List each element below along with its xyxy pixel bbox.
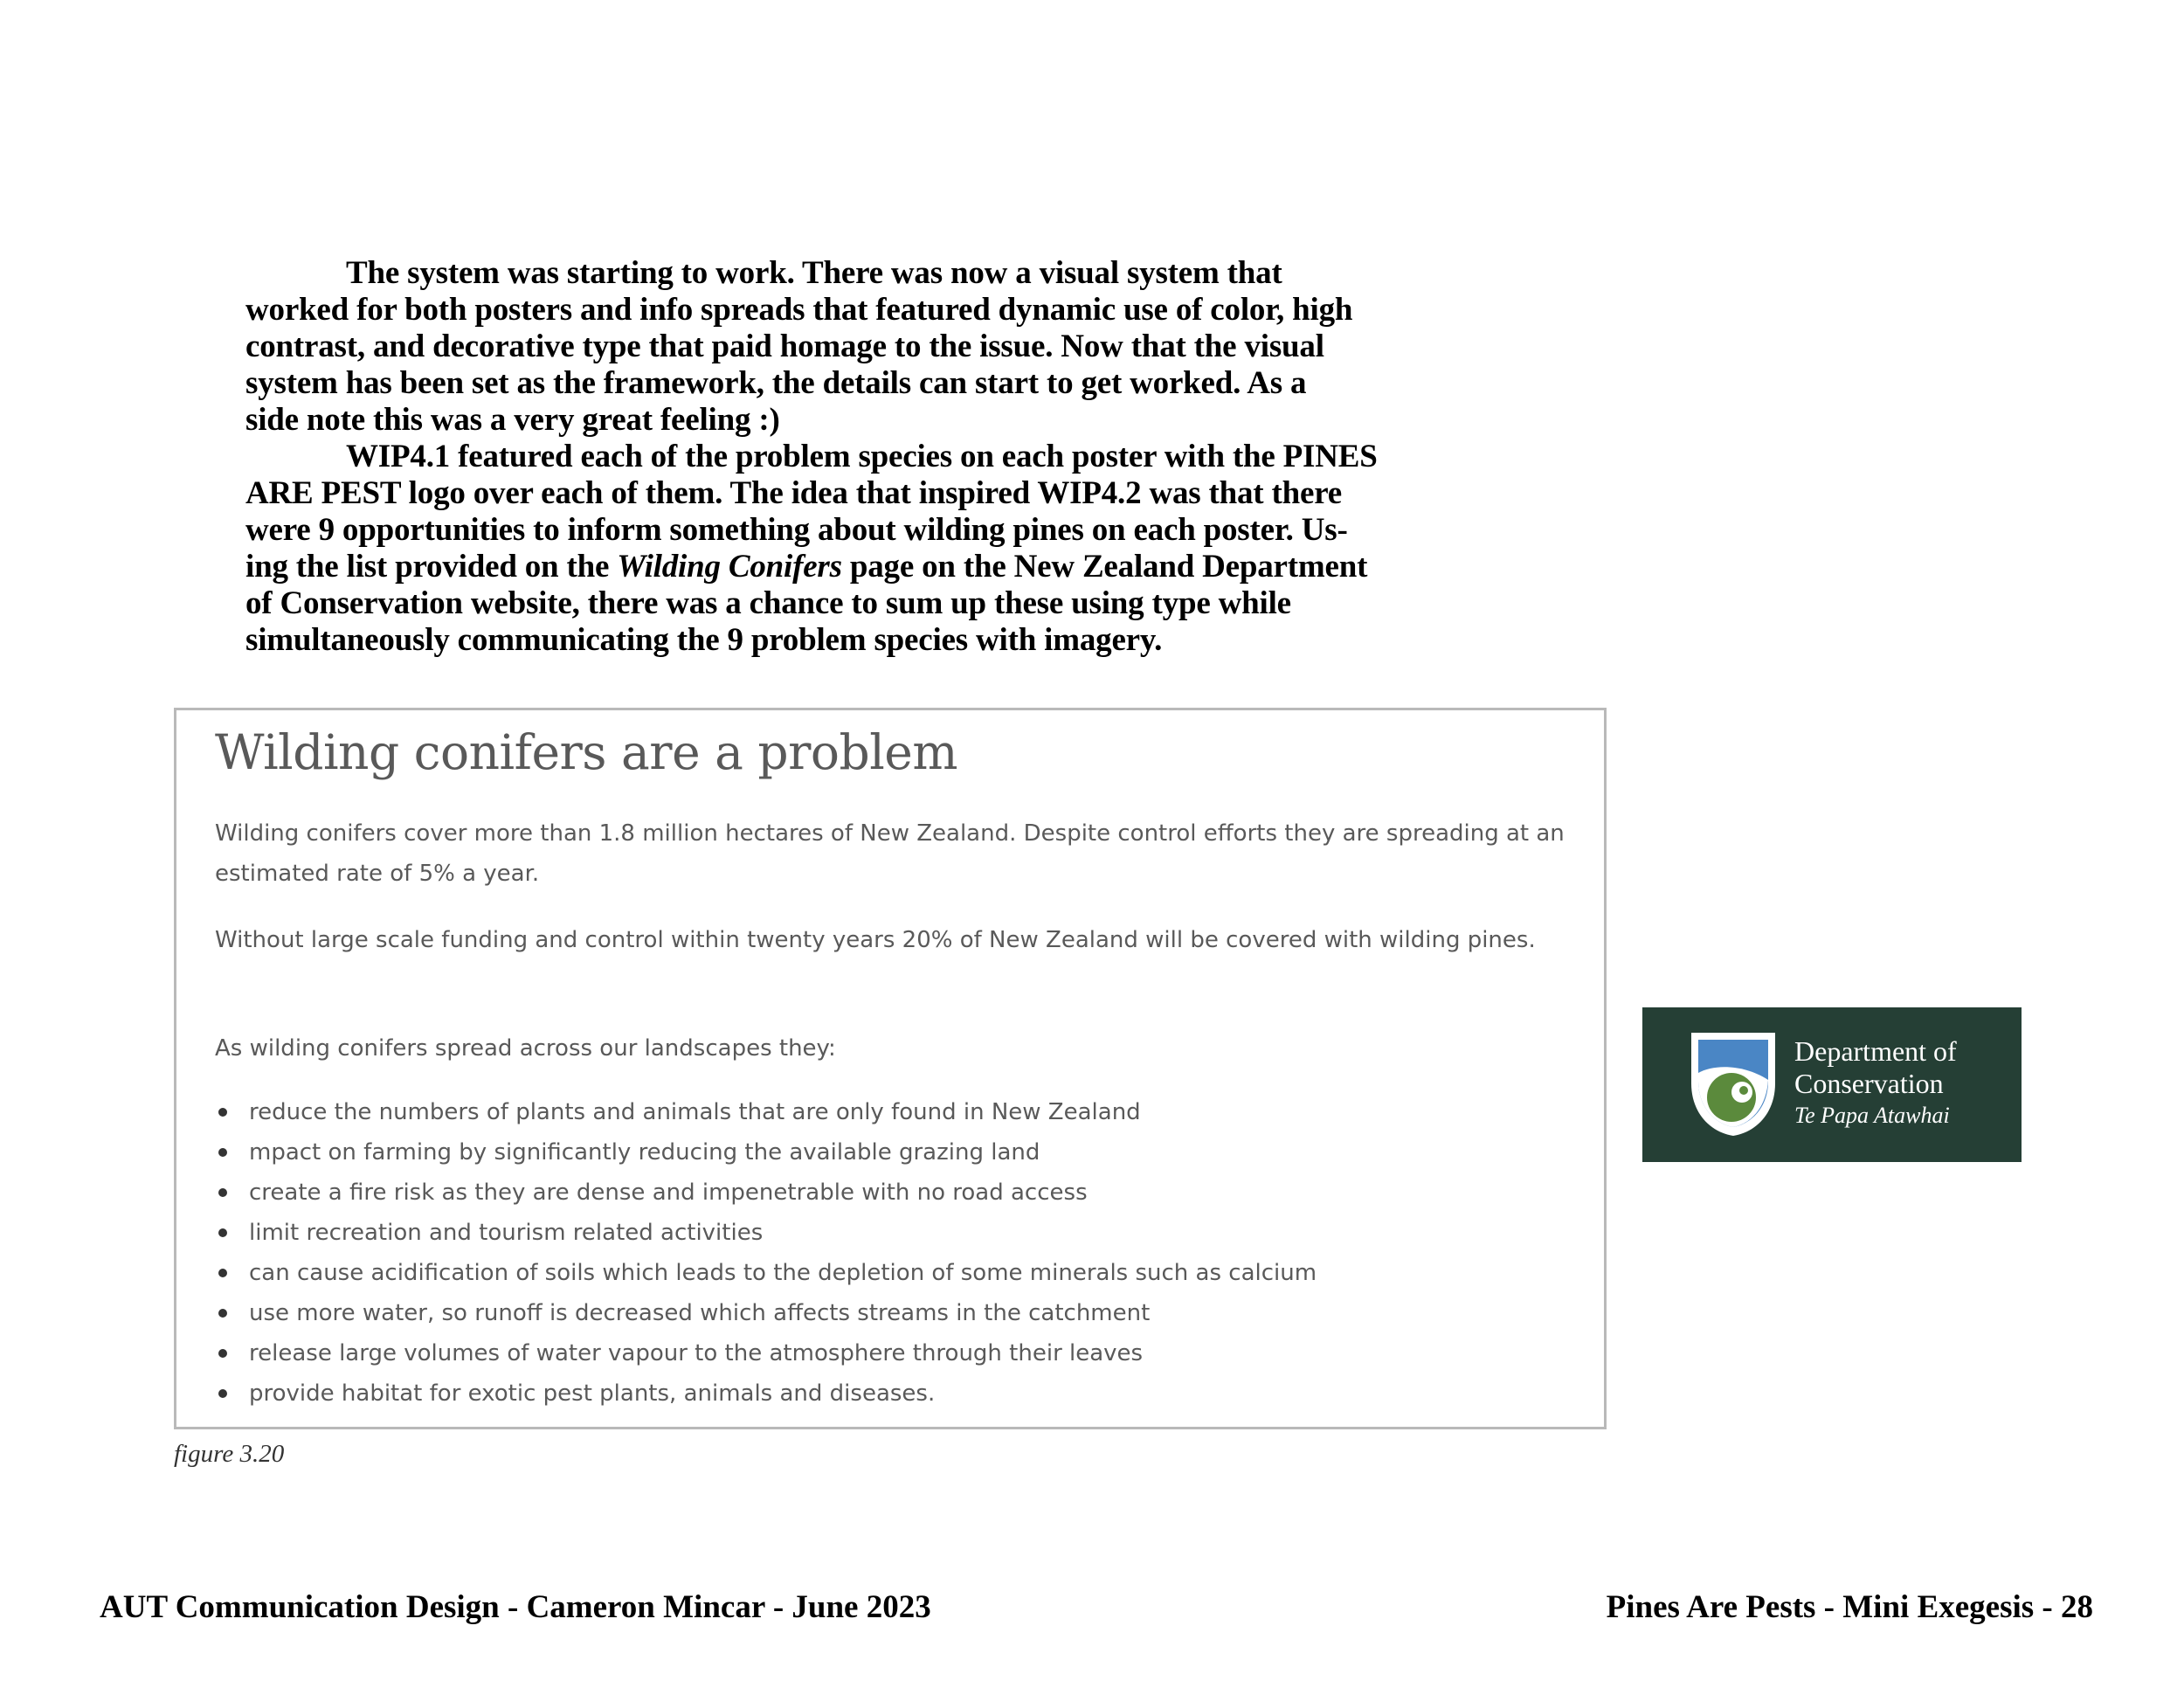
list-item-text: reduce the numbers of plants and animals that are only found in New Zealand [249,1099,1141,1125]
list-item-text: mpact on farming by significantly reducing the available grazing land [249,1139,1040,1166]
screenshot-title: Wilding conifers are a problem [215,724,957,780]
bullet-icon [218,1188,227,1197]
paragraph-2-line: were 9 opportunities to inform something about wilding pines on each poster. Us- [245,512,1348,548]
paragraph-2 [245,439,1521,475]
list-item-text: limit recreation and tourism related activities [249,1220,764,1246]
paragraph-1-first-line: The system was starting to work. There was now a visual system that [346,255,1282,291]
paragraph-1-line: worked for both posters and info spreads that featured dynamic use of color, high [245,292,1353,328]
paragraph-2-line: ARE PEST logo over each of them. The idea that inspired WIP4.2 was that there [245,475,1342,511]
logo-line-3: Te Papa Atawhai [1794,1103,1950,1128]
screenshot-paragraph: Wilding conifers cover more than 1.8 million hectares of New Zealand. Despite control efforts they are spreading at an estimated rate of 5% a year. [215,820,1565,887]
logo-line-2: Conservation [1794,1068,1944,1099]
doc-shield-icon [1688,1029,1779,1139]
bullet-icon [218,1148,227,1157]
list-item-text: provide habitat for exotic pest plants, animals and diseases. [249,1380,936,1407]
bullet-icon [218,1269,227,1277]
bullet-icon [218,1228,227,1237]
list-item-text: use more water, so runoff is decreased which affects streams in the catchment [249,1300,1151,1326]
screenshot-paragraph: As wilding conifers spread across our landscapes they: [215,1035,836,1062]
figure-caption: figure 3.20 [174,1440,285,1468]
paragraph-1-line: side note this was a very great feeling :) [245,402,780,438]
bullet-icon [218,1108,227,1117]
screenshot-paragraph: Without large scale funding and control within twenty years 20% of New Zealand will be covered with wilding pines. [215,927,1536,953]
wilding-conifers-title: Wilding Conifers [617,549,842,585]
footer-left: AUT Communication Design - Cameron Mincar - June 2023 [100,1589,931,1625]
bullet-icon [218,1349,227,1358]
paragraph-2-text: ing the list provided on the [245,549,618,585]
body-text [245,255,1521,659]
paragraph-1-line: system has been set as the framework, the details can start to get worked. As a [245,365,1307,401]
list-item [215,1213,1578,1253]
list-item [215,1132,1578,1173]
logo-line-1: Department of [1794,1035,1957,1067]
list-item [215,1092,1578,1132]
paragraph-2-line [245,549,1521,585]
paragraph-2-first-line: WIP4.1 featured each of the problem species on each poster with the PINES [346,439,1378,474]
bullet-icon [218,1309,227,1318]
list-item [215,1173,1578,1213]
paragraph-1 [245,255,1521,292]
paragraph-2-line: simultaneously communicating the 9 problem species with imagery. [245,622,1163,658]
list-item-text: can cause acidification of soils which leads to the depletion of some minerals such as calcium [249,1260,1317,1286]
list-item [215,1253,1578,1293]
list-item [215,1333,1578,1373]
paragraph-1-line: contrast, and decorative type that paid homage to the issue. Now that the visual [245,329,1324,364]
doc-logo [1642,1007,2022,1162]
list-item-text: create a fire risk as they are dense and impenetrable with no road access [249,1180,1088,1206]
list-item [215,1293,1578,1333]
list-item [215,1373,1578,1414]
website-screenshot-figure [174,708,1607,1429]
paragraph-2-text: page on the New Zealand Department [841,549,1368,585]
paragraph-2-line: of Conservation website, there was a chance to sum up these using type while [245,585,1291,621]
footer-right: Pines Are Pests - Mini Exegesis - 28 [1606,1589,2093,1625]
impact-list [215,1092,1578,1414]
list-item-text: release large volumes of water vapour to the atmosphere through their leaves [249,1340,1144,1366]
bullet-icon [218,1389,227,1398]
